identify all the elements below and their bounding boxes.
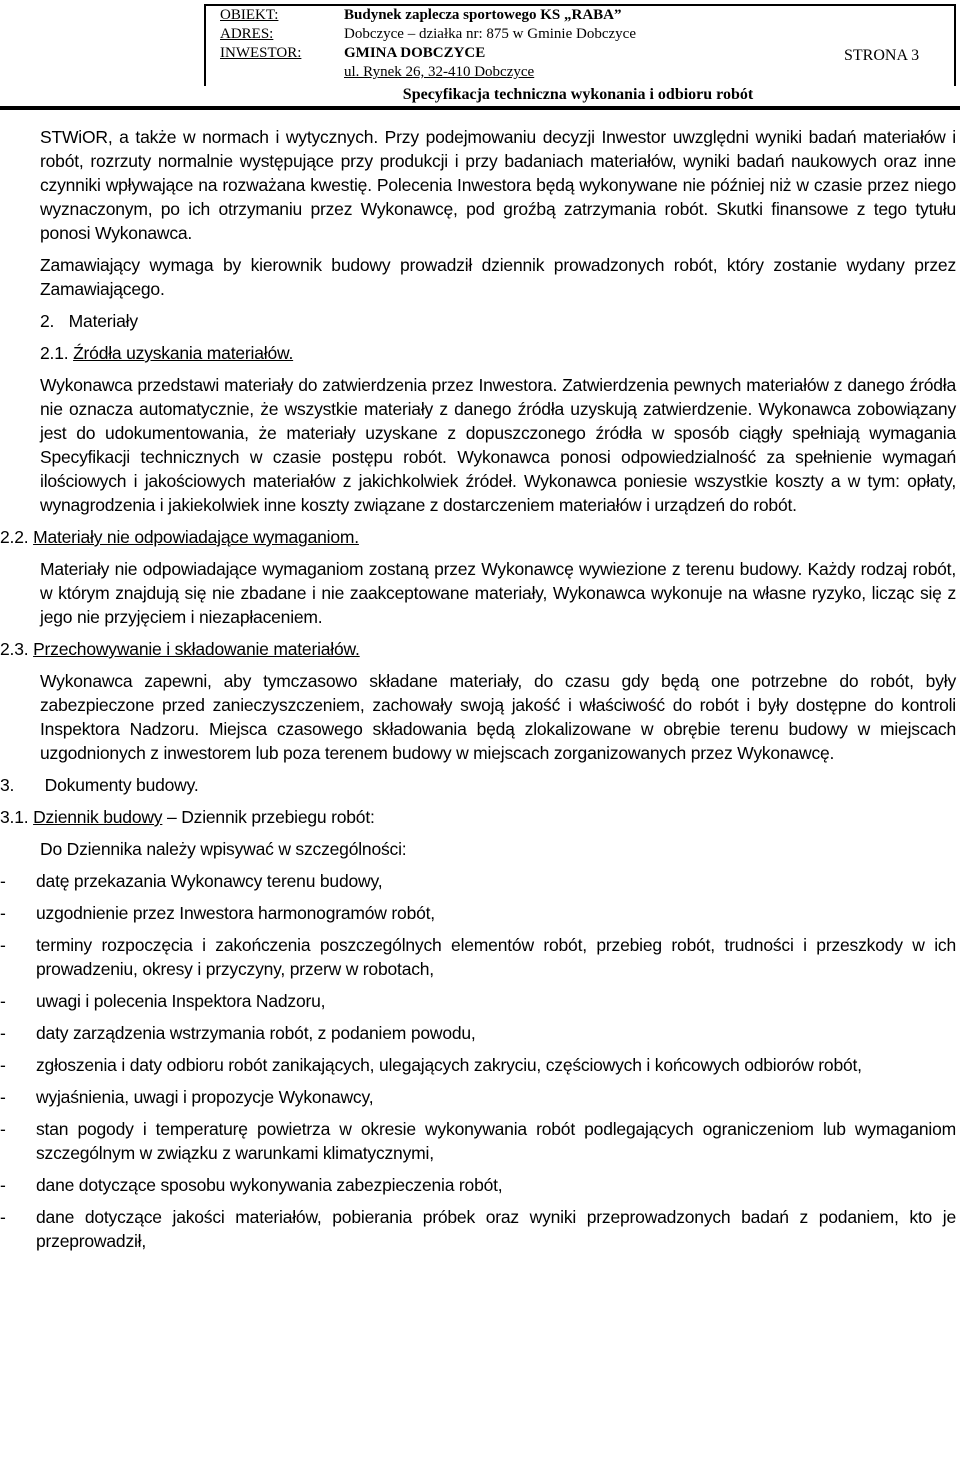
header-value-investor: GMINA DOBCZYCE xyxy=(344,45,486,61)
section-number-3: 3. xyxy=(0,775,15,795)
header-row-address xyxy=(220,25,636,44)
paragraph-2: Zamawiający wymaga by kierownik budowy prowadził dziennik prowadzonych robót, który zostanie wydany przez Zamawiającego. xyxy=(40,255,956,299)
header-value-street: ul. Rynek 26, 32-410 Dobczyce xyxy=(344,64,535,80)
list-dash: - xyxy=(0,1119,6,1139)
list-dash: - xyxy=(0,1055,6,1075)
paragraph-1: STWiOR, a także w normach i wytycznych. Przy podejmowaniu decyzji Inwestor uwzględni wyniki badań materiałów i robót, rozrzuty normalnie występujące przy produkcji i przy badaniach materiałów, wyniki badań naukowych oraz inne czynniki wpływające na rozważana kwestię. Polecenia Inwestora będą wykonywane nie później niż w czasie przez niego wyznaczonym, po ich otrzymaniu przez Wykonawcę, pod groźbą zatrzymania robót. Skutki finansowe z tego tytułu ponosi Wykonawca. xyxy=(40,127,956,243)
list-item-text: daty zarządzenia wstrzymania robót, z podaniem powodu, xyxy=(36,1023,476,1043)
list-item-text: zgłoszenia i daty odbioru robót zanikających, ulegających zakryciu, częściowych i końcowych odbiorów robót, xyxy=(36,1055,862,1075)
section-title-3-1-rest: – Dziennik przebiegu robót: xyxy=(162,807,375,827)
list-item-text: uzgodnienie przez Inwestora harmonogramów robót, xyxy=(36,903,435,923)
list-dash: - xyxy=(0,1175,6,1195)
list-item xyxy=(0,1021,956,1045)
list-item-text: dane dotyczące sposobu wykonywania zabezpieczenia robót, xyxy=(36,1175,503,1195)
section-number-2-1: 2.1. xyxy=(40,343,69,363)
list-dash: - xyxy=(0,903,6,923)
paragraph-6: Do Dziennika należy wpisywać w szczególności: xyxy=(40,839,407,859)
page-number: STRONA 3 xyxy=(844,47,920,64)
header-value-address: Dobczyce – działka nr: 875 w Gminie Dobczyce xyxy=(344,26,636,42)
list-item-text: dane dotyczące jakości materiałów, pobierania próbek oraz wyniki przeprowadzonych badań z podaniem, kto je przeprowadził, xyxy=(36,1207,956,1251)
list-item xyxy=(0,1053,956,1077)
paragraph-5: Wykonawca zapewni, aby tymczasowo składane materiały, do czasu gdy będą one potrzebne do robót, były zabezpieczone przed zanieczyszczeniem, zachowały swoją jakość i właściwość do robót i były dostępne do kontroli Inspektora Nadzoru. Miejsca czasowego składowania będą zlokalizowane w obrębie terenu budowy w miejscach uzgodnionych z inwestorem lub poza terenem budowy w miejscach zorganizowanych przez Wykonawcę. xyxy=(40,671,956,763)
header-title: Specyfikacja techniczna wykonania i odbioru robót xyxy=(402,86,754,103)
header-row-street xyxy=(220,63,636,82)
section-number-3-1: 3.1. xyxy=(0,807,29,827)
header-label-address: ADRES: xyxy=(220,26,274,42)
header-row-object xyxy=(220,6,636,25)
list-dash: - xyxy=(0,1087,6,1107)
list-item-text: wyjaśnienia, uwagi i propozycje Wykonawcy, xyxy=(36,1087,374,1107)
section-title-3-1: Dziennik budowy xyxy=(33,807,163,827)
document-body xyxy=(0,125,956,1261)
header-label-investor: INWESTOR: xyxy=(220,45,302,61)
list-dash: - xyxy=(0,871,6,891)
section-number-2-3: 2.3. xyxy=(0,639,29,659)
list-dash: - xyxy=(0,1023,6,1043)
list-dash: - xyxy=(0,1207,6,1227)
header-info xyxy=(220,6,636,82)
section-number-2: 2. xyxy=(40,311,55,331)
list-dash: - xyxy=(0,991,6,1011)
list-item xyxy=(0,933,956,981)
section-heading-3 xyxy=(0,773,956,797)
section-heading-2-2 xyxy=(0,525,956,549)
header-value-object: Budynek zaplecza sportowego KS „RABA” xyxy=(344,7,622,23)
section-number-2-2: 2.2. xyxy=(0,527,29,547)
entries-list xyxy=(0,869,956,1253)
paragraph-3: Wykonawca przedstawi materiały do zatwierdzenia przez Inwestora. Zatwierdzenia pewnych materiałów z danego źródła nie oznacza automatycznie, że wszystkie materiały z danego źródła uzyskują zatwierdzenie. Wykonawca zobowiązany jest do udokumentowania, że materiały uzyskane z dopuszczonego źródła w sposób ciągły spełniają wymagania Specyfikacji technicznych w czasie postępu robót. Wykonawca ponosi odpowiedzialność za spełnienie wymagań ilościowych i jakościowych materiałów z jakichkolwiek źródeł. Wykonawca poniesie wszystkie koszty a w tym: opłaty, wynagrodzenia i jakiekolwiek inne koszty związane z dostarczeniem materiałów i urządzeń do robót. xyxy=(40,375,956,515)
paragraph-4: Materiały nie odpowiadające wymaganiom zostaną przez Wykonawcę wywiezione z terenu budowy. Każdy rodzaj robót, w którym znajdują się nie zbadane i nie zaakceptowane materiały, Wykonawca wykonuje na własne ryzyko, licząc się z jego nie przyjęciem i niezapłaceniem. xyxy=(40,559,956,627)
list-item xyxy=(0,1173,956,1197)
header-label-street xyxy=(220,63,344,82)
list-item-text: uwagi i polecenia Inspektora Nadzoru, xyxy=(36,991,326,1011)
section-heading-2 xyxy=(40,309,956,333)
section-heading-2-3 xyxy=(0,637,956,661)
header-row-investor xyxy=(220,44,636,63)
list-item-text: datę przekazania Wykonawcy terenu budowy, xyxy=(36,871,383,891)
section-title-2-3: Przechowywanie i składowanie materiałów. xyxy=(33,639,360,659)
list-item xyxy=(0,1085,956,1109)
section-title-2: Materiały xyxy=(68,311,138,331)
section-title-2-1: Źródła uzyskania materiałów. xyxy=(73,343,294,363)
header-label-object: OBIEKT: xyxy=(220,7,279,23)
list-item xyxy=(0,901,956,925)
header-divider xyxy=(0,106,960,110)
list-item-text: stan pogody i temperaturę powietrza w okresie wykonywania robót podlegających ograniczeniom lub wymaganiom szczególnym w związku z warunkami klimatycznymi, xyxy=(36,1119,956,1163)
section-heading-2-1 xyxy=(40,341,956,365)
section-heading-3-1 xyxy=(0,805,956,829)
page-header xyxy=(0,0,960,108)
list-item xyxy=(0,989,956,1013)
section-title-3: Dokumenty budowy. xyxy=(44,775,199,795)
list-dash: - xyxy=(0,935,6,955)
list-item xyxy=(0,1205,956,1253)
list-item xyxy=(0,1117,956,1165)
section-title-2-2: Materiały nie odpowiadające wymaganiom. xyxy=(33,527,359,547)
list-item xyxy=(0,869,956,893)
list-item-text: terminy rozpoczęcia i zakończenia poszczególnych elementów robót, przebieg robót, trudności i przeszkody w ich prowadzeniu, okresy i przyczyny, przerw w robotach, xyxy=(36,935,956,979)
